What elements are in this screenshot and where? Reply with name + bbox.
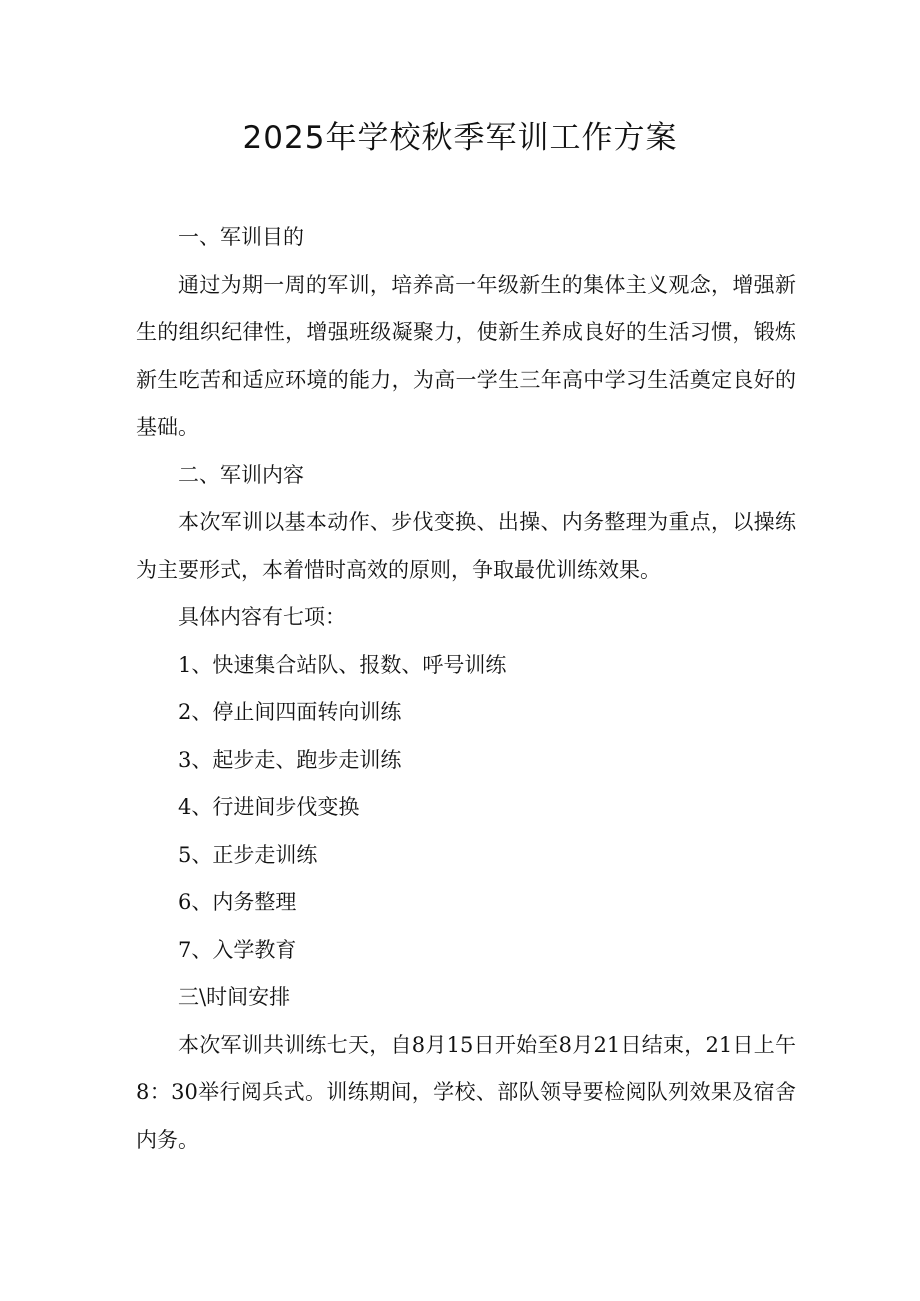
section-heading-schedule: 三\时间安排 xyxy=(178,985,291,1009)
list-item: 1、快速集合站队、报数、呼号训练 xyxy=(178,652,507,677)
document-title: 2025年学校秋季军训工作方案 xyxy=(242,120,678,156)
list-item: 4、行进间步伐变换 xyxy=(178,795,360,819)
section-heading-content: 二、军训内容 xyxy=(178,462,304,487)
list-item: 3、起步走、跑步走训练 xyxy=(178,747,402,772)
paragraph-content: 本次军训以基本动作、步伐变换、出操、内务整理为重点，以操练为主要形式，本着惜时高效的原则，争取最优训练效果。 xyxy=(136,510,796,582)
paragraph-schedule: 本次军训共训练七天，自8月15日开始至8月21日结束，21日上午8：30举行阅兵式。训练期间，学校、部队领导要检阅队列效果及宿舍内务。 xyxy=(136,1032,796,1152)
list-item: 5、正步走训练 xyxy=(178,842,318,867)
document-body xyxy=(136,214,796,1164)
section-heading-purpose: 一、军训目的 xyxy=(178,225,304,249)
list-item: 2、停止间四面转向训练 xyxy=(178,700,402,724)
paragraph-purpose: 通过为期一周的军训，培养高一年级新生的集体主义观念，增强新生的组织纪律性，增强班级凝聚力，使新生养成良好的生活习惯，锻炼新生吃苦和适应环境的能力，为高一学生三年高中学习生活奠定良好的基础。 xyxy=(136,272,796,439)
paragraph-items-intro: 具体内容有七项： xyxy=(178,605,346,629)
list-item: 6、内务整理 xyxy=(178,890,297,914)
list-item: 7、入学教育 xyxy=(178,937,297,962)
